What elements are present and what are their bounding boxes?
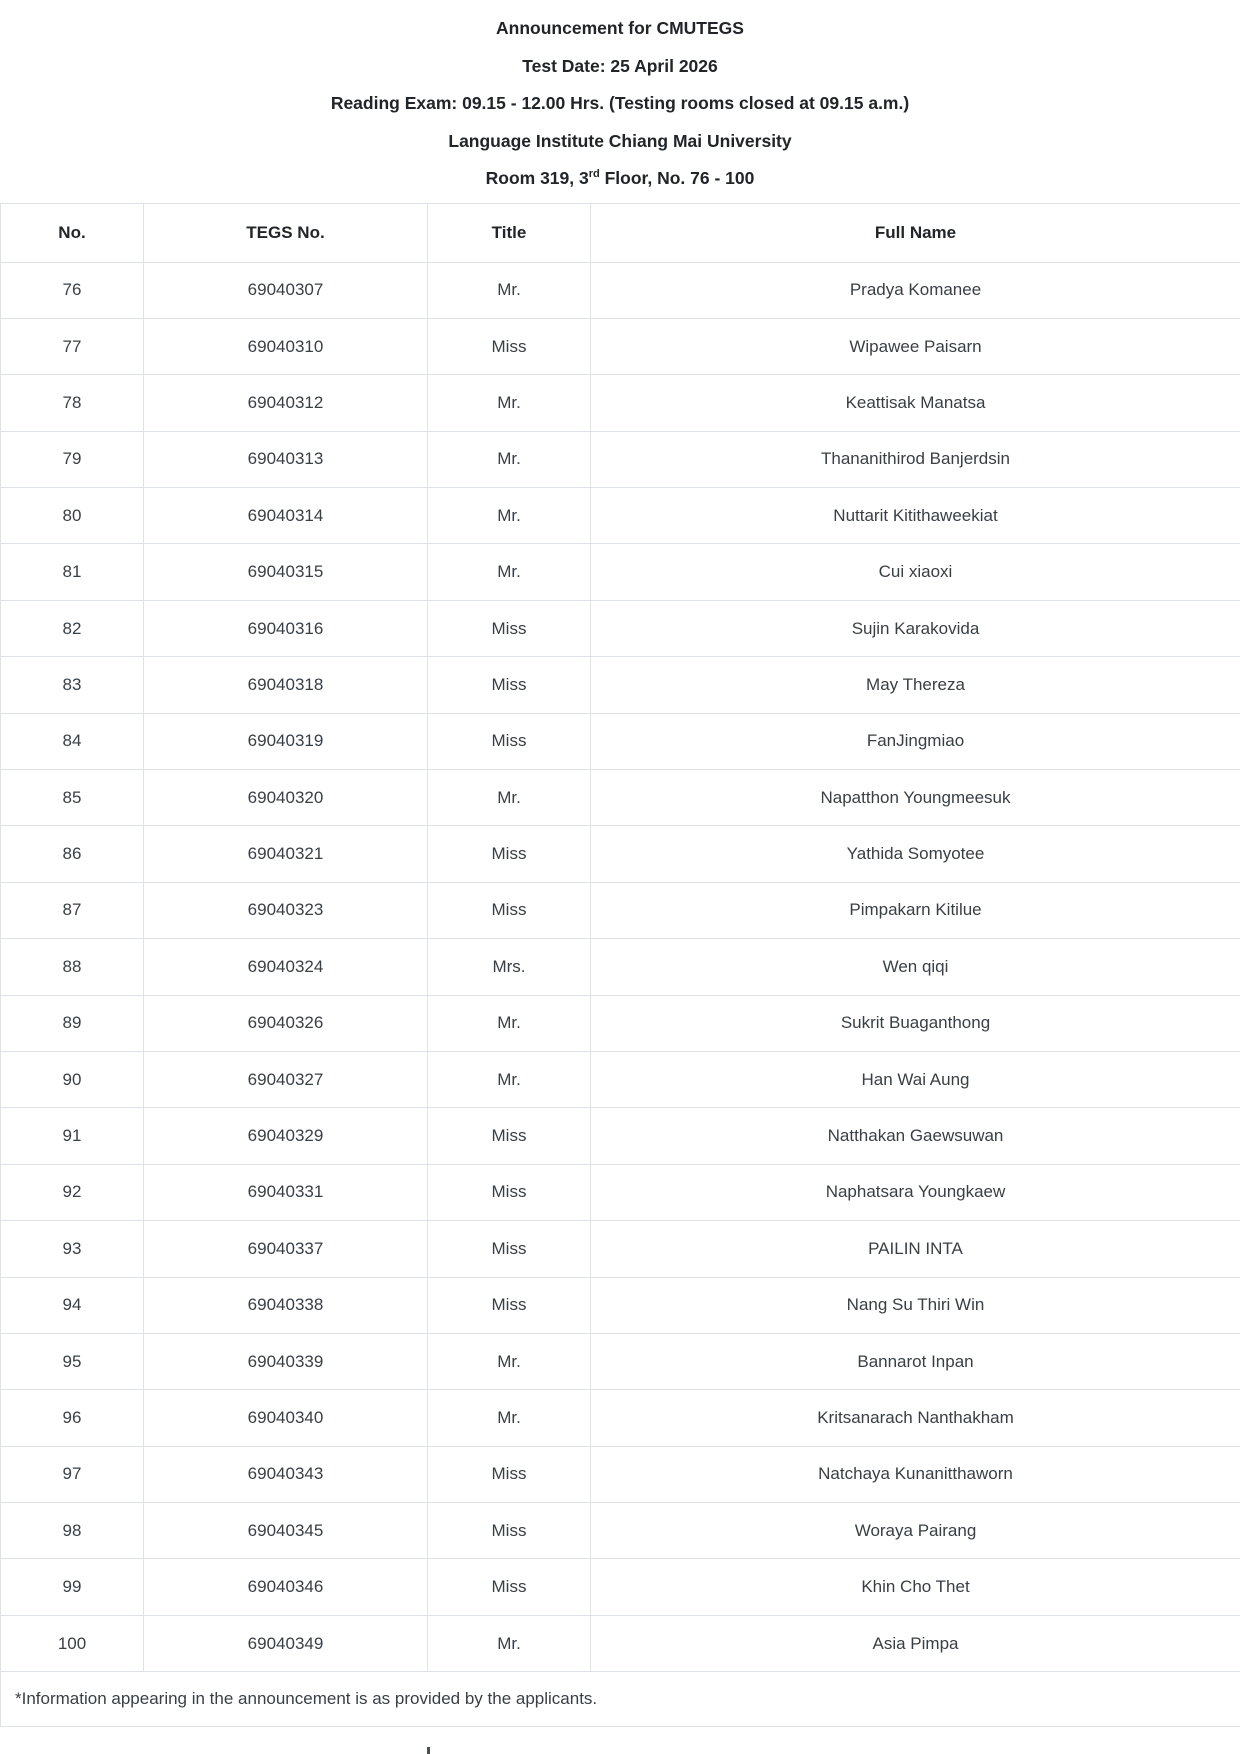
cell-no: 76 [1, 262, 144, 318]
cell-title: Mrs. [428, 939, 591, 995]
table-row [1, 600, 1240, 656]
cell-full-name: Asia Pimpa [591, 1615, 1240, 1671]
cell-tegs-no: 69040319 [144, 713, 428, 769]
cell-full-name: Cui xiaoxi [591, 544, 1240, 600]
table-row [1, 544, 1240, 600]
cell-title: Miss [428, 600, 591, 656]
cell-full-name: Woraya Pairang [591, 1503, 1240, 1559]
cell-full-name: Nang Su Thiri Win [591, 1277, 1240, 1333]
cell-tegs-no: 69040323 [144, 882, 428, 938]
cell-title: Mr. [428, 375, 591, 431]
room-ordinal-superscript: rd [588, 168, 600, 181]
cell-tegs-no: 69040320 [144, 770, 428, 826]
cell-full-name: Han Wai Aung [591, 1051, 1240, 1107]
table-row [1, 1390, 1240, 1446]
cell-full-name: Natthakan Gaewsuwan [591, 1108, 1240, 1164]
column-header-no: No. [1, 203, 144, 262]
applicants-table [0, 203, 1240, 1728]
table-row [1, 1446, 1240, 1502]
cell-full-name: Napatthon Youngmeesuk [591, 770, 1240, 826]
table-row [1, 1559, 1240, 1615]
cell-title: Mr. [428, 488, 591, 544]
cell-no: 81 [1, 544, 144, 600]
cell-title: Miss [428, 713, 591, 769]
cell-tegs-no: 69040329 [144, 1108, 428, 1164]
cell-no: 93 [1, 1221, 144, 1277]
cell-full-name: Pimpakarn Kitilue [591, 882, 1240, 938]
cell-no: 85 [1, 770, 144, 826]
cell-no: 84 [1, 713, 144, 769]
table-header-row [1, 203, 1240, 262]
table-row [1, 657, 1240, 713]
cell-no: 96 [1, 1390, 144, 1446]
cell-no: 82 [1, 600, 144, 656]
cell-full-name: Naphatsara Youngkaew [591, 1164, 1240, 1220]
cell-no: 79 [1, 431, 144, 487]
cell-tegs-no: 69040338 [144, 1277, 428, 1333]
room-line [0, 160, 1240, 198]
cell-full-name: Sukrit Buaganthong [591, 995, 1240, 1051]
cell-no: 78 [1, 375, 144, 431]
cell-tegs-no: 69040337 [144, 1221, 428, 1277]
cell-tegs-no: 69040314 [144, 488, 428, 544]
cell-title: Mr. [428, 770, 591, 826]
cell-full-name: FanJingmiao [591, 713, 1240, 769]
cell-title: Miss [428, 1164, 591, 1220]
cell-full-name: Yathida Somyotee [591, 826, 1240, 882]
cell-full-name: Natchaya Kunanitthaworn [591, 1446, 1240, 1502]
cell-full-name: Sujin Karakovida [591, 600, 1240, 656]
table-row [1, 375, 1240, 431]
cell-full-name: Bannarot Inpan [591, 1333, 1240, 1389]
cell-no: 77 [1, 318, 144, 374]
cell-no: 100 [1, 1615, 144, 1671]
cell-tegs-no: 69040331 [144, 1164, 428, 1220]
table-row [1, 882, 1240, 938]
cell-tegs-no: 69040349 [144, 1615, 428, 1671]
cell-tegs-no: 69040340 [144, 1390, 428, 1446]
cell-tegs-no: 69040343 [144, 1446, 428, 1502]
cell-title: Mr. [428, 1615, 591, 1671]
cell-full-name: Wen qiqi [591, 939, 1240, 995]
table-row [1, 318, 1240, 374]
footnote-row [1, 1672, 1240, 1727]
cell-title: Miss [428, 882, 591, 938]
institute-line: Language Institute Chiang Mai University [448, 130, 792, 151]
cell-title: Miss [428, 1503, 591, 1559]
cell-no: 87 [1, 882, 144, 938]
cell-full-name: Pradya Komanee [591, 262, 1240, 318]
table-row [1, 939, 1240, 995]
table-row [1, 1503, 1240, 1559]
table-row [1, 826, 1240, 882]
column-header-title: Title [428, 203, 591, 262]
cell-tegs-no: 69040326 [144, 995, 428, 1051]
table-row [1, 995, 1240, 1051]
table-row [1, 488, 1240, 544]
cell-full-name: Wipawee Paisarn [591, 318, 1240, 374]
table-row [1, 713, 1240, 769]
cell-full-name: Nuttarit Kitithaweekiat [591, 488, 1240, 544]
table-row [1, 1221, 1240, 1277]
cell-title: Mr. [428, 1333, 591, 1389]
cutoff-border-fragment [427, 1747, 430, 1754]
cell-tegs-no: 69040324 [144, 939, 428, 995]
table-row [1, 1164, 1240, 1220]
room-text-prefix: Room 319, 3 [485, 168, 589, 188]
cell-title: Mr. [428, 995, 591, 1051]
cell-title: Miss [428, 1277, 591, 1333]
cell-full-name: PAILIN INTA [591, 1221, 1240, 1277]
cell-no: 86 [1, 826, 144, 882]
cell-no: 91 [1, 1108, 144, 1164]
test-date-line: Test Date: 25 April 2026 [522, 55, 718, 76]
table-row [1, 1051, 1240, 1107]
cell-title: Miss [428, 1446, 591, 1502]
cell-tegs-no: 69040318 [144, 657, 428, 713]
cell-tegs-no: 69040345 [144, 1503, 428, 1559]
table-row [1, 1615, 1240, 1671]
table-row [1, 1277, 1240, 1333]
cell-full-name: May Thereza [591, 657, 1240, 713]
cell-no: 95 [1, 1333, 144, 1389]
cell-tegs-no: 69040310 [144, 318, 428, 374]
room-text-suffix: Floor, No. 76 - 100 [599, 168, 755, 188]
cell-title: Mr. [428, 544, 591, 600]
cell-tegs-no: 69040339 [144, 1333, 428, 1389]
cell-title: Miss [428, 1108, 591, 1164]
cell-title: Miss [428, 318, 591, 374]
cell-tegs-no: 69040321 [144, 826, 428, 882]
cell-full-name: Thananithirod Banjerdsin [591, 431, 1240, 487]
announcement-title: Announcement for CMUTEGS [496, 18, 744, 38]
cell-title: Miss [428, 1559, 591, 1615]
cell-full-name: Khin Cho Thet [591, 1559, 1240, 1615]
cell-tegs-no: 69040346 [144, 1559, 428, 1615]
table-row [1, 1333, 1240, 1389]
column-header-full-name: Full Name [591, 203, 1240, 262]
cell-title: Mr. [428, 1390, 591, 1446]
cell-full-name: Kritsanarach Nanthakham [591, 1390, 1240, 1446]
footnote: *Information appearing in the announcement is as provided by the applicants. [1, 1672, 1240, 1727]
cell-title: Miss [428, 826, 591, 882]
cell-tegs-no: 69040312 [144, 375, 428, 431]
table-row [1, 1108, 1240, 1164]
cell-tegs-no: 69040313 [144, 431, 428, 487]
cell-no: 94 [1, 1277, 144, 1333]
table-row [1, 431, 1240, 487]
cell-no: 90 [1, 1051, 144, 1107]
cell-tegs-no: 69040307 [144, 262, 428, 318]
cell-no: 99 [1, 1559, 144, 1615]
table-row [1, 770, 1240, 826]
cell-title: Mr. [428, 1051, 591, 1107]
cell-tegs-no: 69040327 [144, 1051, 428, 1107]
cell-tegs-no: 69040316 [144, 600, 428, 656]
cell-title: Miss [428, 657, 591, 713]
cell-no: 92 [1, 1164, 144, 1220]
column-header-tegs-no: TEGS No. [144, 203, 428, 262]
cell-title: Mr. [428, 262, 591, 318]
announcement-header [0, 0, 1240, 198]
table-row [1, 262, 1240, 318]
cell-no: 97 [1, 1446, 144, 1502]
cell-no: 89 [1, 995, 144, 1051]
cell-no: 80 [1, 488, 144, 544]
cell-no: 98 [1, 1503, 144, 1559]
cell-tegs-no: 69040315 [144, 544, 428, 600]
table-body [1, 262, 1240, 1672]
cell-title: Miss [428, 1221, 591, 1277]
exam-time-line: Reading Exam: 09.15 - 12.00 Hrs. (Testing rooms closed at 09.15 a.m.) [330, 93, 910, 113]
cell-title: Mr. [428, 431, 591, 487]
cell-no: 88 [1, 939, 144, 995]
cell-full-name: Keattisak Manatsa [591, 375, 1240, 431]
cell-no: 83 [1, 657, 144, 713]
